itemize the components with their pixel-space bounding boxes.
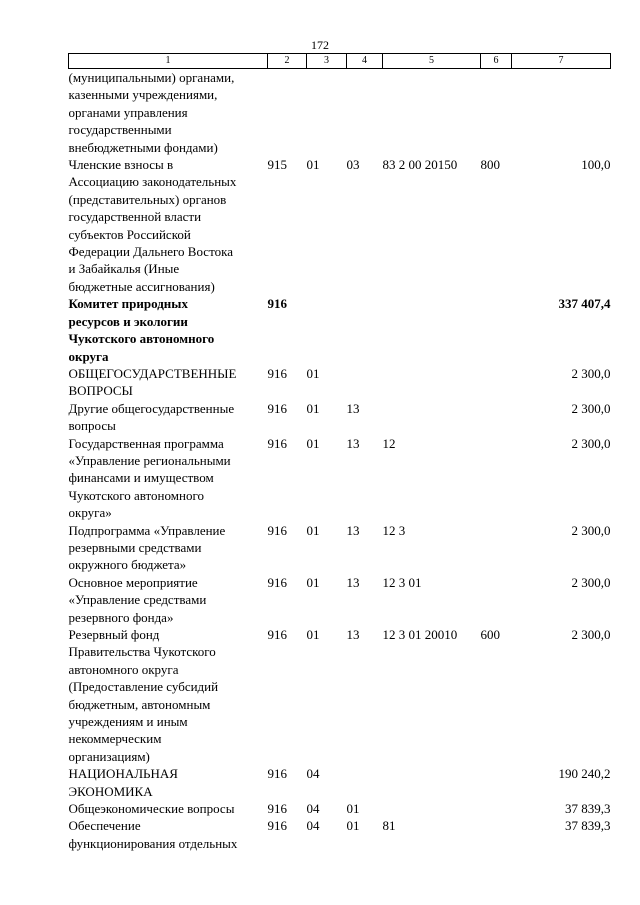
cell-name-line: окружного бюджета»: [68, 557, 187, 573]
cell-gr: 916: [267, 818, 287, 834]
cell-name-line: ресурсов и экологии: [68, 313, 188, 329]
table-row: [69, 156, 611, 295]
cell-csr: [383, 400, 481, 435]
table-row: [69, 435, 611, 522]
cell-name-line: «Управление средствами: [68, 592, 207, 608]
cell-name: [69, 435, 268, 522]
cell-sum: 2 300,0: [571, 522, 611, 538]
cell-name-line: финансами и имуществом: [68, 470, 214, 486]
cell-vr: [481, 365, 512, 400]
cell-name: [69, 295, 268, 365]
table-row: [69, 574, 611, 626]
cell-csr: 12 3 01 20010: [382, 627, 458, 642]
cell-vr: [481, 765, 512, 800]
cell-name-line: Ассоциацию законодательных: [68, 174, 237, 190]
cell-csr: [383, 765, 481, 800]
cell-name-line: ОБЩЕГОСУДАРСТВЕННЫЕ: [68, 365, 237, 381]
cell-vr: [481, 400, 512, 435]
header-col-1: 1: [69, 54, 268, 69]
cell-sum: 2 300,0: [571, 365, 611, 381]
budget-table: [68, 53, 611, 852]
cell-sum: 37 839,3: [565, 801, 611, 817]
cell-csr: 12 3: [382, 522, 406, 538]
header-row: [69, 54, 611, 69]
cell-rz: 04: [306, 766, 320, 782]
table-row: [69, 69, 611, 157]
cell-vr: [481, 69, 512, 157]
header-col-3: 3: [307, 54, 347, 69]
cell-name-line: организациям): [68, 748, 150, 764]
cell-name-line: органами управления: [68, 104, 188, 120]
table-row: [69, 626, 611, 765]
cell-rz: 01: [306, 627, 320, 642]
cell-pr: 13: [346, 400, 360, 416]
cell-name-line: ВОПРОСЫ: [68, 383, 133, 399]
cell-pr: 13: [346, 574, 360, 590]
cell-pr: 13: [346, 627, 360, 642]
cell-gr: 916: [267, 574, 287, 590]
cell-name-line: вопросы: [68, 418, 116, 434]
cell-vr: [481, 817, 512, 852]
cell-vr: [481, 435, 512, 522]
cell-gr: 916: [267, 365, 287, 381]
cell-name-line: Правительства Чукотского: [68, 644, 216, 660]
cell-csr: [383, 295, 481, 365]
cell-name-line: (муниципальными) органами,: [68, 70, 235, 85]
cell-gr: 916: [267, 400, 287, 416]
cell-vr: 600: [480, 627, 500, 642]
cell-csr: 81: [382, 818, 396, 834]
cell-name-line: учреждениям и иным: [68, 714, 188, 730]
table-row: [69, 295, 611, 365]
cell-name: [69, 400, 268, 435]
cell-name-line: Федерации Дальнего Востока: [68, 244, 233, 260]
table-row: [69, 522, 611, 574]
cell-name-line: ЭКОНОМИКА: [68, 783, 153, 799]
cell-rz: 01: [306, 157, 320, 173]
table-row: [69, 817, 611, 852]
cell-gr: 916: [267, 435, 287, 451]
cell-pr: 01: [346, 818, 360, 834]
cell-name-line: «Управление региональными: [68, 452, 231, 468]
cell-sum: 2 300,0: [571, 435, 611, 451]
cell-rz: [307, 295, 347, 365]
cell-gr: 916: [267, 296, 287, 312]
cell-sum: 2 300,0: [571, 400, 611, 416]
cell-name-line: Другие общегосударственные: [68, 400, 235, 416]
cell-pr: 01: [346, 801, 360, 817]
cell-name-line: государственными: [68, 122, 172, 138]
cell-name-line: резервными средствами: [68, 539, 202, 555]
cell-rz: 01: [306, 574, 320, 590]
cell-name-line: (Предоставление субсидий: [68, 679, 219, 695]
header-col-2: 2: [268, 54, 307, 69]
cell-csr: 83 2 00 20150: [382, 157, 458, 173]
cell-name-line: НАЦИОНАЛЬНАЯ: [68, 766, 178, 782]
page-number: 172: [311, 38, 329, 52]
header-col-5: 5: [383, 54, 481, 69]
cell-vr: 800: [480, 157, 500, 173]
cell-name-line: и Забайкалья (Иные: [68, 261, 180, 277]
cell-gr: 916: [267, 627, 287, 642]
cell-rz: 04: [306, 818, 320, 834]
cell-vr: [481, 522, 512, 574]
table-row: [69, 365, 611, 400]
cell-gr: 916: [267, 522, 287, 538]
cell-rz: 01: [306, 435, 320, 451]
cell-gr: 916: [267, 766, 287, 782]
cell-csr: 12: [382, 435, 396, 451]
cell-name-line: некоммерческим: [68, 731, 162, 747]
cell-csr: [383, 800, 481, 817]
cell-rz: [307, 69, 347, 157]
cell-name-line: функционирования отдельных: [68, 835, 238, 851]
cell-name-line: субъектов Российской: [68, 226, 191, 242]
cell-name: [69, 365, 268, 400]
cell-name-line: Комитет природных: [68, 296, 188, 312]
cell-name-line: Чукотского автономного: [68, 331, 215, 347]
table-body: [69, 69, 611, 853]
cell-sum: 190 240,2: [558, 766, 611, 782]
cell-name-line: Резервный фонд: [68, 627, 160, 642]
cell-name: [69, 69, 268, 157]
cell-sum: 337 407,4: [558, 296, 611, 312]
table-header: [69, 54, 611, 69]
cell-name-line: Обеспечение: [68, 818, 141, 834]
cell-sum: 100,0: [581, 157, 611, 173]
cell-name-line: Членские взносы в: [68, 157, 174, 173]
cell-gr: 915: [267, 157, 287, 173]
cell-vr: [481, 800, 512, 817]
table-row: [69, 400, 611, 435]
cell-pr: 13: [346, 522, 360, 538]
cell-name: [69, 765, 268, 800]
cell-name-line: внебюджетными фондами): [68, 139, 218, 155]
cell-name: [69, 522, 268, 574]
cell-name-line: резервного фонда»: [68, 609, 174, 625]
cell-name: [69, 800, 268, 817]
cell-name-line: Подпрограмма «Управление: [68, 522, 226, 538]
cell-pr: [347, 365, 383, 400]
cell-name-line: бюджетным, автономным: [68, 696, 211, 712]
cell-rz: 01: [306, 400, 320, 416]
cell-pr: [347, 765, 383, 800]
cell-name-line: Основное мероприятие: [68, 574, 198, 590]
cell-sum: 37 839,3: [565, 818, 611, 834]
cell-sum: 2 300,0: [571, 627, 611, 642]
cell-name-line: государственной власти: [68, 209, 202, 225]
cell-name-line: округа: [68, 348, 109, 364]
cell-name: [69, 156, 268, 295]
cell-gr: [268, 69, 307, 157]
cell-name-line: казенными учреждениями,: [68, 87, 218, 103]
cell-name-line: бюджетные ассигнования): [68, 278, 215, 294]
cell-name-line: автономного округа: [68, 661, 179, 677]
header-col-4: 4: [347, 54, 383, 69]
cell-name-line: Чукотского автономного: [68, 487, 204, 503]
cell-name: [69, 574, 268, 626]
table-row: [69, 765, 611, 800]
cell-name-line: Общеэкономические вопросы: [68, 801, 235, 817]
cell-name: [69, 626, 268, 765]
cell-gr: 916: [267, 801, 287, 817]
cell-pr: 03: [346, 157, 360, 173]
cell-rz: 04: [306, 801, 320, 817]
cell-name: [69, 817, 268, 852]
cell-pr: [347, 69, 383, 157]
header-col-6: 6: [481, 54, 512, 69]
cell-csr: [383, 69, 481, 157]
cell-name-line: округа»: [68, 505, 112, 521]
cell-csr: 12 3 01: [382, 574, 422, 590]
cell-rz: 01: [306, 365, 320, 381]
cell-pr: [347, 295, 383, 365]
header-col-7: 7: [512, 54, 611, 69]
cell-vr: [481, 295, 512, 365]
cell-csr: [383, 365, 481, 400]
cell-name-line: Государственная программа: [68, 435, 224, 451]
cell-sum: [512, 69, 611, 157]
cell-vr: [481, 574, 512, 626]
cell-rz: 01: [306, 522, 320, 538]
table-row: [69, 800, 611, 817]
cell-sum: 2 300,0: [571, 574, 611, 590]
cell-pr: 13: [346, 435, 360, 451]
cell-name-line: (представительных) органов: [68, 191, 227, 207]
